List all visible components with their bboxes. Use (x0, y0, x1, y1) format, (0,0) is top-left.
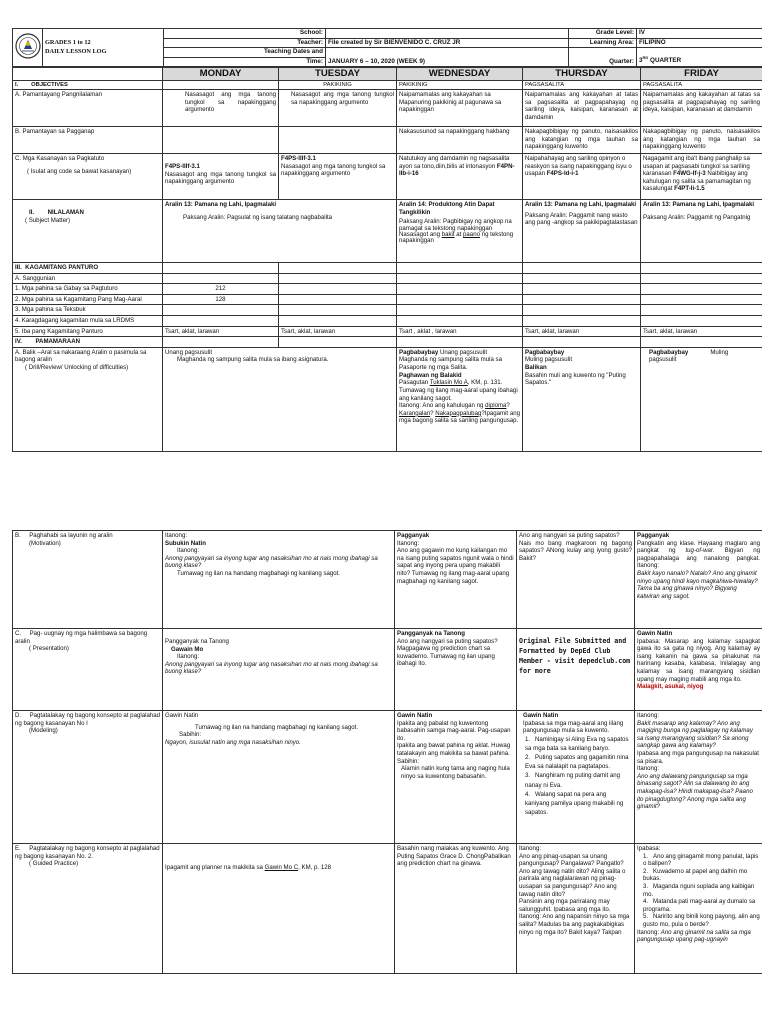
k-head-wed (397, 263, 523, 274)
guided-wed-text: Basahin nang malakas ang kuwento. Ang Puting Sapatos Grace D. ChongPabalikan ang prediction chart na ginawa. (397, 845, 511, 868)
k-5-tue: Tsart, aklat, larawan (279, 326, 397, 337)
day-monday: MONDAY (163, 68, 279, 81)
objectives-heading (13, 81, 163, 90)
wed-title: Aralin 14: Produktong Atin Dapat Tangkilikin (399, 201, 495, 216)
k-5-fri: Tsart, aklat, larawan (641, 326, 763, 337)
balik-wed-q1: ? (506, 402, 510, 410)
row-pamantayan-sa-pagganap: B. Pamantayan sa Pagganap (13, 127, 163, 154)
balik-aral-thu (523, 347, 641, 451)
balik-wed-balakid: Paghawan ng Balakid (399, 371, 462, 379)
teacher-label: Teacher: (164, 38, 326, 48)
p-head-mon (163, 337, 279, 348)
nilalaman-montue (163, 200, 397, 263)
nilalaman-fri (641, 200, 763, 263)
guided-fri-item-5: Naririto ang binili kong payong, alin ang gusto mo, pula o berde? (643, 913, 760, 929)
teacher-value: File created by Sir BIENVENIDO C. CRUZ JR (326, 38, 569, 48)
lesson-log-page-1 (12, 28, 762, 500)
grade-label: Grade Level: (569, 29, 637, 39)
c-tue-text: Nasasagot ang mga tanong tungkol sa napakinggang argumento (281, 162, 386, 178)
k-2-fri (641, 294, 763, 305)
guided-fri-question: Ano ang ginamit na salita sa mga pangungusap upang pag-ugnayin (637, 928, 751, 944)
guided-fri-list-4 (637, 898, 760, 913)
guided-wed (395, 844, 517, 974)
k-2-tue (279, 294, 397, 305)
objectives-title: OBJECTIVES (31, 82, 68, 88)
subhead-monday (163, 81, 279, 90)
guided-fri-list-3 (637, 883, 760, 898)
presentation-label: C. Pag- uugnay ng mga halimbawa sa bagong aralin (15, 630, 148, 645)
guided-thu-itanong: Itanong: (519, 845, 542, 852)
k-3-mon (163, 305, 279, 316)
balik-wed-1 (399, 349, 520, 357)
mod-mon-gawin: Gawin Natin (165, 712, 199, 719)
modeling-montue (163, 711, 395, 844)
teksbuk-label: 3. Mga pahina sa Teksbuk (13, 305, 163, 316)
mot-fri-tug: tug-of-war (685, 547, 713, 555)
pamamaraan-title: PAMAMARAAN (35, 338, 81, 346)
c-mon (163, 154, 279, 200)
subhead-tuesday: PAKIKINIG (279, 81, 397, 90)
k-5-mon: Tsart, aklat, larawan (163, 326, 279, 337)
nilalaman-label: NILALAMAN (47, 209, 84, 216)
dates-label-1: Teaching Dates and (164, 48, 326, 58)
nilalaman-wed (397, 200, 523, 263)
sanggunian-label: A. Sanggunian (13, 273, 163, 284)
mod-fri-itanong: Itanong: (637, 712, 660, 719)
k-3-tue (279, 305, 397, 316)
pres-mon-question: Anong pangyayari sa inyong lugar ang nasaksihan mo at nais mong ibahagi sa buong klase? (165, 660, 378, 676)
row-modeling (13, 711, 163, 844)
mod-mon-ngayon: Ngayon, isusulat natin ang mga nasaksihan ninyo. (165, 738, 301, 746)
k-4-thu (523, 316, 641, 327)
p-head-thu (523, 337, 641, 348)
school-label: School: (164, 29, 326, 39)
modeling-label-text: Pagtatalakay ng bagong konsepto at paglalahad ng bagong kasanayan No I (15, 712, 161, 727)
mod-thu-item-3: Nanghiram ng puting damit ang nanay ni Eva. (525, 772, 621, 789)
pamamaraan-num: IV. (15, 338, 22, 346)
balik-aral-sublabel: ( Drill/Review/ Unlocking of difficulties) (25, 364, 129, 372)
guided-mon-km: , KM, p. 128 (298, 864, 331, 871)
k-1-wed (397, 284, 523, 295)
k-4-mon (163, 316, 279, 327)
k-a-thu (523, 273, 641, 284)
guided-thu-2: Ano ang pinag-usapan sa unang pangungusap? Pangalawa? Pangatlo? Ano ang tawag natin dito? Aling salita o parirala ang naglalarawan ng pinag-uusapan sa pangungusap? Ano ang tawag natin dito? (519, 852, 626, 898)
motivation-wed (395, 531, 517, 629)
mot-thu-2: Nais mo bang magkaroon ng bagong sapatos? ANong kulay ang iyong gusto? Bakit? (519, 539, 632, 562)
guided-fri-list-2 (637, 868, 760, 883)
guided-mon-gawin-mo-c: Gawin Mo C (264, 864, 299, 871)
deped-seal-icon (15, 31, 41, 61)
nilalaman-heading (15, 209, 160, 217)
kagamitang-pang-mag-aaral-value: 128 (163, 294, 279, 305)
nilalaman-sublabel: ( Subject Matter) (25, 216, 71, 224)
balik-fri-pagbabaybay: Pagbabaybay (649, 348, 689, 356)
day-wednesday: WEDNESDAY (397, 68, 523, 81)
motivation-sublabel: (Motivation) (29, 539, 61, 547)
c-fri-text2: Naibibigay ang kahulugan ng salita sa pamamagitan ng kasalungat (643, 170, 751, 193)
presentation-sublabel: ( Presentation) (29, 645, 69, 653)
quarter-value: 3RD QUARTER (637, 48, 763, 67)
mod-wed-1: Ipakita ang pabalat ng kuwentong babasahin samga mag-aaral. Pag-usapan ito. (397, 719, 511, 742)
row-motivation (13, 531, 163, 629)
mod-thu-item-1: Naminigay si Aling Eva ng sapatos sa mga bata sa kanilang baryo. (525, 735, 629, 752)
guided-montue (163, 844, 395, 974)
c-fri-text1: Nagagamit ang iba't ibang panghalip sa usapan at pagsasabi tungkol sa sariling karanasan (643, 155, 750, 178)
balik-thu-2: Basahin muli ang kuwento ng "Puting Sapatos." (525, 371, 626, 387)
balik-fri-2: pagsusulit (649, 356, 677, 364)
fri-title: Aralin 13: Pamana ng Lahi, Ipagmalaki (643, 201, 755, 208)
guided-fri-ipabasa: Ipabasa: (637, 845, 661, 852)
balik-wed-itanong: Itanong: Ano ang kahulugan ng (399, 402, 486, 410)
k-4-wed (397, 316, 523, 327)
guided-fri-list-1 (637, 853, 760, 868)
mot-fri-bigyan: . Bigyan ng pagpapahalaga ang nanalong pangkat. Itanong: (637, 547, 760, 570)
c-fri-code2: F4PT-Ii-1.5 (674, 185, 705, 193)
c-thu (523, 154, 641, 200)
guided-fri-itanong-label: Itanong: (637, 928, 661, 936)
k-a-tue (279, 273, 397, 284)
modeling-label: D. Pagtatalakay ng bagong konsepto at paglalahad ng bagong kasanayan No I (15, 712, 161, 727)
balik-thu-1: Muling pagsusulit (525, 356, 573, 364)
k-head-tue (279, 263, 397, 274)
presentation-wed (395, 629, 517, 711)
k-4-tue (279, 316, 397, 327)
k-3-wed (397, 305, 523, 316)
kasanayan-sublabel: ( Isulat ang code sa bawat kasanayan) (27, 167, 132, 175)
pres-wed-2: Magpagawa ng prediction chart sa kuwaderno. Tumawag ng ilan upang ibahagi ito. (397, 645, 495, 668)
mot-wed-itanong: Itanong: (397, 539, 420, 547)
k-3-fri (641, 305, 763, 316)
balik-wed-pasagutan: Pasagutan (399, 379, 430, 387)
guided-fri-item-1: Ano ang ginagamit mong panulat, lapis o ballpen? (643, 852, 759, 868)
modeling-sublabel: (Modeling) (29, 727, 58, 735)
mot-fri-1 (637, 540, 760, 570)
motivation-montue (163, 531, 395, 629)
mod-mon-tumawag: Tumawag ng ilan na handang magbahagi ng kanilang sagot. (195, 723, 359, 731)
pamamaraan-heading (13, 337, 163, 348)
nilalaman-thu (523, 200, 641, 263)
modeling-fri (635, 711, 763, 844)
guided-fri-item-3: Maganda nguni suplada ang kaibigan mo. (643, 883, 755, 898)
quarter-label: Quarter: (569, 48, 637, 67)
balik-wed-nakapagpalubag: Nakapagpalubag (435, 409, 482, 417)
motivation-thu (517, 531, 635, 629)
mod-thu-num-1: 1. (525, 735, 531, 743)
c-wed-code: F4PN-IIb-i-16 (399, 162, 515, 178)
kasanayan-label: C. Mga Kasanayan sa Pagkatuto (15, 155, 105, 162)
balik-aral-label: A. Balik –Aral sa nakaraang Aralin o pasimula sa bagong aralin (15, 348, 147, 364)
presentation-label-text: Pag- uugnay ng mga halimbawa sa bagong aralin (15, 630, 148, 645)
mod-thu-num-2: 2. (525, 754, 531, 762)
guided-mon-text (165, 864, 392, 872)
a-fri: Naipamamalas ang kakayahan at tatas sa pagsasalita at pagpapahayag ng sariling ideya, kaisipan, karanasan at damdamin (641, 90, 763, 127)
wed-paksa-end: ng tekstong napakinggan (399, 231, 514, 245)
mot-mon-question: Anong pangyayari sa inyong lugar ang nasaksihan mo at nais mong ibahagi sa buong klase? (165, 554, 378, 570)
gabay-value: 212 (163, 284, 279, 295)
objectives-num: I. (15, 82, 19, 88)
mod-thu-list-2 (519, 753, 632, 771)
mot-wed-text: Ano ang gagawin mo kung kailangan mo na isang puting sapatos ngunit wala o hindi sapat ang inyong pera upang makabili nito? Tumawag ng ilang mag-aaral upang magbahagi ng kanilang sagot. (397, 547, 514, 585)
c-fri (641, 154, 763, 200)
mod-wed-4: Alamin natin kung tama ang naging hula ninyo sa kuwentong babasahin. (401, 765, 510, 780)
mod-fri-q2: Ano ang dalawang pangungusap sa mga binasang sagot? Alin sa dalawang ito ang makapag-iisa? Hindi makapag-iisa? Paano ito pinagdugtong? Anong mga salita ang ginamit? (637, 772, 753, 811)
b-wed: Nakasusunod sa napakinggang hakbang (397, 127, 523, 154)
lrdms-label: 4. Karagdagang kagamitan mula sa LRDMS (13, 316, 163, 327)
c-mon-text: Nasasagot ang mga tanong tungkol sa napakinggang argumento (165, 170, 276, 186)
mot-fri-pangkatin: Pangkatin ang klase. Hayaang maglaro ang pangkat ng (637, 539, 760, 555)
c-thu-code: F4PS-Id-i-1 (546, 170, 579, 178)
corner-cell (13, 68, 163, 81)
wed-paksa-text: Paksang Aralin: Pagbibigay ng angkop na pamagat sa tekstong napakinggan Nasasagot ang (399, 218, 512, 238)
grade-value: IV (637, 29, 763, 39)
gabay-label: 1. Mga pahina sa Gabay sa Pagtuturo (13, 284, 163, 295)
guided-fri-num-2: 2. (643, 867, 649, 875)
mod-thu-num-4: 4. (525, 790, 531, 798)
day-friday: FRIDAY (641, 68, 763, 81)
nilalaman-num: II. (29, 209, 35, 216)
guided-sublabel: ( Guided Practice) (29, 860, 79, 868)
pres-mon-itanong: Itanong: (177, 653, 200, 661)
title-line-1: GRADES 1 to 12 (45, 39, 91, 46)
balik-wed-km: , KM, p. 131. (467, 379, 503, 387)
thu-title: Aralin 13: Pamana ng Lahi, Ipagmalaki (525, 201, 637, 208)
guided-fri-item-4: Matanda pati mag-aaral ay dumalo sa programa. (643, 898, 756, 913)
c-mon-code: F4PS-IIIf-3.1 (165, 163, 200, 170)
guided-fri (635, 844, 763, 974)
c-tue-code: F4PS-IIIf-3.1 (281, 155, 316, 162)
pres-fri-ingredients: Malagkit, asukal, niyog (637, 683, 704, 691)
c-thu-text: Naipahahayag ang sariling opinyon o reaskyon sa isang napakinggang isyu o usapan (525, 155, 632, 178)
balik-wed-diploma: diploma (485, 402, 507, 410)
balik-mon-1: Unang pagsusulit (165, 348, 213, 356)
mod-wed-gawin: Gawin Natin (397, 712, 433, 719)
a-thu: Naipamamalas ang kakayahan at tatas sa pagsasalita at pagpapahayag ng sariling ideya, kaisipan, karanasan at damdamin (523, 90, 641, 127)
mod-thu-item-4: Walang sapat na pera ang kaniyang pamilya upang makabili ng sapatos. (525, 790, 624, 816)
pres-wed-pangganyak: Pangganyak na Tanong (397, 630, 465, 637)
b-fri: Nakapagbibigay ng panuto, naisasakilos ang katangian ng mga tauhan sa napakinggang kuwento (641, 127, 763, 154)
balik-wed-4: Tumawag ng ilang mag-aaral upang ibahagi ang kanilang sagot. (399, 386, 518, 402)
c-wed-text: Natutukoy ang damdamin ng nagsasalita ayon sa tono,diin,bilis at intonasyon (399, 155, 510, 170)
title-cell (43, 29, 164, 67)
wed-paksa (399, 219, 520, 245)
pres-fri-gawin: Gawin Natin (637, 630, 673, 637)
row-presentation (13, 629, 163, 711)
k-a-mon (163, 273, 279, 284)
kagamitan-heading (13, 263, 163, 274)
modeling-thu (517, 711, 635, 844)
kagamitan-num: III. (15, 264, 22, 271)
balik-wed-2: Maghanda ng sampung salita mula sa Pasaporte ng mga Salita. (399, 356, 502, 372)
balik-aral-fri (641, 347, 763, 451)
kagamitang-pang-mag-aaral-label: 2. Mga pahina sa Kagamitang Pang Mag-Aaral (13, 294, 163, 305)
guided-thu (517, 844, 635, 974)
mod-fri-ipabasa: Ipabasa ang mga pangungusap na nakasulat sa pisara. (637, 750, 759, 765)
guided-mon-ipagamit: Ipagamit ang planner na makikita sa (165, 864, 265, 871)
row-kasanayan (13, 154, 163, 200)
guided-fri-num-5: 5. (643, 913, 649, 921)
subhead-thursday: PAGSASALITA (523, 81, 641, 90)
k-4-fri (641, 316, 763, 327)
subhead-wednesday: PAKIKINIG (397, 81, 523, 90)
header-table (12, 28, 762, 67)
guided-label-text: Pagtatalakay ng bagong konsepto at paglalahad ng bagong kasanayan No. 2. (15, 845, 160, 860)
b-mon (163, 127, 279, 154)
iba-pang-kagamitan-label: 5. Iba pang Kagamitang Panturo (13, 326, 163, 337)
guided-fri-list-5 (637, 913, 760, 928)
b-thu: Nakapagbibigay ng panuto, naisasakilos ang katangian ng mga tauhan sa napakinggang kuwento (523, 127, 641, 154)
fri-paksa: Paksang Aralin: Paggamit ng Pangatnig (643, 213, 751, 221)
row-guided-practice (13, 844, 163, 974)
mod-fri-q1: Bakit masarap ang kalamay? Ano ang magiging bunga ng paglalagay ng kalamay sa isang marangyang sisidlan? Sa anong sangkap gawa ang kalamay? (637, 719, 753, 750)
wed-paksa-bakit: bakit (441, 231, 455, 238)
balik-wed-5 (399, 402, 520, 425)
mot-fri-question: Bakit kayo nanalo? Natalo? Ano ang ginamit ninyo upang hindi kayo magkahiwa-hiwalay? Tama ba ang ginawa ninyo? Bigyang katwiran ang sagot. (637, 570, 758, 600)
a-mon: Nasasagot ang mga tanong tungkol sa napakinggang argumento (163, 90, 279, 127)
k-5-thu: Tsart, aklat, larawan (523, 326, 641, 337)
motivation-label-text: Paghahabi sa layunin ng aralin (29, 532, 113, 539)
guided-fri-item-2: Kuwaderno at papel ang dalhin mo bukas. (643, 867, 748, 883)
balik-aral-montue (163, 347, 397, 451)
k-1-tue (279, 284, 397, 295)
dates-label-2: Time: (164, 57, 326, 67)
c-tue (279, 154, 397, 200)
mot-mon-tumawag: Tumawag ng ilan na handang magbahagi ng kanilang sagot. (177, 570, 341, 578)
k-head-fri (641, 263, 763, 274)
a-wed: Naipamamalas ang kakayahan sa Mapanuring pakikinig at pagunawa sa napakinggan (397, 90, 523, 127)
montue-title: Aralin 13: Pamana ng Lahi, Ipagmalaki (165, 201, 277, 208)
motivation-label: B. Paghahabi sa layunin ng aralin (15, 532, 113, 539)
day-thursday: THURSDAY (523, 68, 641, 81)
pres-mon-pangganyak: Pangganyak na Tanong (165, 638, 229, 645)
presentation-thu (517, 629, 635, 711)
guided-fri-num-4: 4. (643, 898, 649, 906)
thu-paksa: Paksang Aralin: Paggamit nang wasto ang pang -angkop sa pakikipagtalastasan (525, 211, 638, 227)
guided-label: E. Pagtatalakay ng bagong konsepto at paglalahad ng bagong kasanayan No. 2. (15, 845, 160, 860)
mod-thu-list-1 (519, 735, 632, 753)
mod-wed-sabihin: Sabihin: (397, 757, 420, 765)
row-pamantayang-pangnilalaman: A. Pamantayang Pangnilalaman (13, 90, 163, 127)
balik-wed-tuklasin: Tuklasin Mo A (429, 379, 468, 387)
mod-thu-item-2: Puting sapatos ang gagamitin nina Eva sa nalalapit na pagtatapos. (525, 754, 629, 771)
mod-fri-itanong2: Itanong: (637, 765, 660, 773)
k-2-thu (523, 294, 641, 305)
kagamitan-title: KAGAMITANG PANTURO (25, 264, 99, 271)
k-head-mon (163, 263, 279, 274)
k-3-thu (523, 305, 641, 316)
lesson-log-page-2 (12, 530, 762, 980)
balik-aral-wed (397, 347, 523, 451)
balik-thu-balikan: Balikan (525, 364, 547, 372)
guided-fri-itanong (637, 929, 760, 944)
depedclub-promo-text: Original File Submitted and Formatted by DepEd Club Member - visit depedclub.com for more (519, 637, 631, 675)
deped-seal (13, 29, 43, 67)
wed-paksa-at: at (454, 231, 464, 238)
a-tue: Nasasagot ang mga tanong tungkol sa napakinggang argumento (279, 90, 397, 127)
balik-mon-2: Maghanda ng sampung salita mula sa ibang asignatura. (177, 356, 329, 364)
montue-paksa: Paksang Aralin: Pagsulat ng isang talatang nagbabalita (183, 213, 333, 221)
area-label: Learning Area: (569, 38, 637, 48)
mot-thu-1: Ano ang nangyari sa puting sapatos? (519, 532, 620, 539)
k-1-fri (641, 284, 763, 295)
k-a-fri (641, 273, 763, 284)
title-line-2: DAILY LESSON LOG (45, 47, 107, 55)
balik-wed-3 (399, 379, 520, 387)
pres-mon-gawain: Gawain Mo (171, 645, 204, 653)
mot-mon-subukin: Subukin Natin (165, 539, 206, 547)
p-head-fri (641, 337, 763, 348)
area-value: FILIPINO (637, 38, 763, 48)
balik-wed-unang: Unang pagsusulit (438, 348, 488, 356)
guided-fri-num-3: 3. (643, 883, 649, 891)
subhead-friday: PAGSASALITA (641, 81, 763, 90)
modeling-wed (395, 711, 517, 844)
mot-mon-itanong2: Itanong: (177, 547, 200, 555)
presentation-fri (635, 629, 763, 711)
k-5-wed: Tsart , aklat , larawan (397, 326, 523, 337)
lesson-table-2 (12, 530, 762, 974)
wed-paksa-paano: paano (463, 231, 480, 238)
lesson-table-1 (12, 67, 762, 452)
day-tuesday: TUESDAY (279, 68, 397, 81)
guided-fri-num-1: 1. (643, 852, 649, 860)
mod-thu-ipabasa: Ipabasa sa mga mag-aaral ang iilang pangungusap mula sa kuwento. (523, 719, 624, 735)
school-value (326, 29, 569, 39)
balik-wed-q2: ? (430, 409, 436, 417)
p-head-wed (397, 337, 523, 348)
dates-value: JANUARY 6 – 10, 2020 (WEEK 9) (326, 48, 569, 67)
mod-thu-list-3 (519, 771, 632, 789)
balik-wed-end: ?Ipagamit ang mga bagong salita sa sariling pangungusap. (399, 409, 520, 425)
presentation-montue (163, 629, 395, 711)
balik-wed-karangalan: Karangalan (399, 409, 431, 417)
pres-fri-ipabasa: Ipabasa: Masarap ang kalamay sapagkat gawa ito sa gata ng niyog. Ang kalamay ay isang kakanin na gawa sa pinakunat na harinang kasaba, kalabasa, Inilalagay ang kalamay sa isang marangyang sisidlan upang may maging mabili ang mga ito. (637, 637, 760, 683)
balik-fri-muling: Muling (710, 348, 729, 356)
guided-thu-3: Pansinin ang mga pariralang may salungguhit. Ipabasa ang mga ito. Itanong: Ano ang napansin ninyo sa mga salita? Madulas ba ang pagkakabigkas ninyo ng mga ito? Bakit kaya? Takpan (519, 898, 630, 936)
k-a-wed (397, 273, 523, 284)
k-head-thu (523, 263, 641, 274)
row-balik-aral (13, 347, 163, 451)
row-nilalaman (13, 200, 163, 263)
balik-thu-pagbabaybay: Pagbabaybay (525, 348, 565, 356)
pres-wed-1: Ano ang nangyari sa puting sapatos? (397, 637, 498, 645)
mot-wed-pagganyak: Pagganyak (397, 532, 430, 539)
c-wed (397, 154, 523, 200)
balik-fri-1 (643, 349, 760, 357)
balik-wed-pagbabaybay: Pagbabaybay (399, 348, 439, 356)
mod-thu-gawin: Gawin Natin (523, 712, 559, 719)
mod-mon-sabihin: Sabihin: (179, 731, 202, 739)
mot-fri-pagganyak: Pagganyak (637, 532, 670, 539)
mot-mon-itanong: Itanong: (165, 532, 188, 539)
mod-thu-list-4 (519, 790, 632, 817)
mod-wed-2: Ipakita ang bawat pahina ng aklat. Huwag tatalakayin ang makikita sa bawat pahina. (397, 742, 511, 758)
k-1-thu (523, 284, 641, 295)
c-fri-code1: F4WG-If-j-3 (673, 170, 706, 178)
motivation-fri (635, 531, 763, 629)
k-2-wed (397, 294, 523, 305)
mod-thu-num-3: 3. (525, 772, 531, 780)
p-head-tue (279, 337, 397, 348)
b-tue (279, 127, 397, 154)
